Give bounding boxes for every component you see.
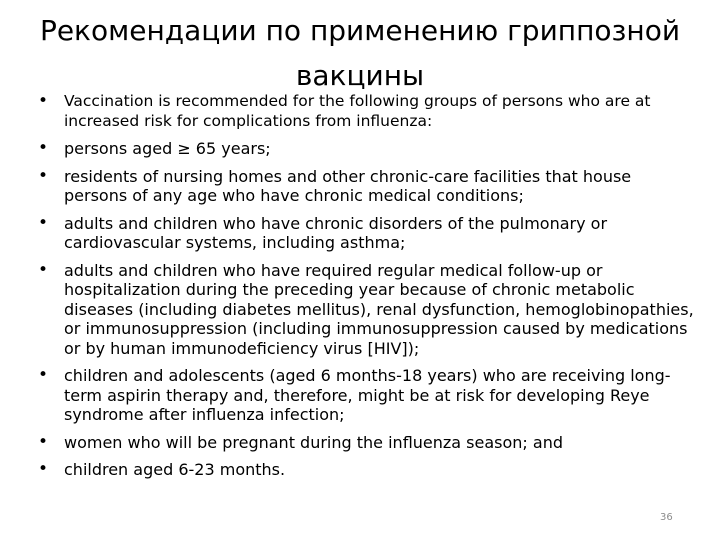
page-number: 36: [660, 512, 673, 523]
bullet-icon: •: [38, 91, 49, 111]
list-item-text: women who will be pregnant during the influenza season; and: [64, 432, 564, 452]
list-item-text: residents of nursing homes and other chronic-care facilities that house persons of any age who have chronic medical conditions;: [64, 166, 632, 205]
bullet-icon: •: [38, 459, 49, 479]
list-item-text: children aged 6-23 months.: [64, 460, 286, 479]
list-item: [36, 92, 698, 131]
list-item: [36, 139, 698, 159]
bullet-icon: •: [38, 365, 49, 385]
list-item-text: adults and children who have chronic disorders of the pulmonary or cardiovascular systems, including asthma;: [64, 213, 608, 252]
list-item: [36, 433, 698, 453]
list-item-text: children and adolescents (aged 6 months-18 years) who are receiving long-term aspirin therapy and, therefore, might be at risk for developing Reye syndrome after influenza infection;: [64, 366, 671, 424]
bullet-icon: •: [38, 431, 49, 452]
list-item: [36, 460, 698, 480]
list-item: [36, 167, 698, 206]
list-item: [36, 261, 698, 359]
bullet-icon: •: [38, 212, 49, 233]
list-item-text: Vaccination is recommended for the following groups of persons who are at increased risk for complications from influenza:: [64, 92, 651, 130]
list-item-text: persons aged ≥ 65 years;: [64, 139, 271, 158]
slide-title: Рекомендации по применению гриппозной вакцины: [39, 14, 681, 92]
list-item: [36, 214, 698, 253]
bullet-icon: •: [38, 165, 49, 186]
list-item: [36, 366, 698, 425]
bullet-icon: •: [38, 138, 49, 158]
bullet-list: [36, 92, 698, 488]
bullet-icon: •: [38, 259, 49, 280]
list-item-text: adults and children who have required regular medical follow-up or hospitalization during the preceding year because of chronic metabolic diseases (including diabetes mellitus), renal dysfunction, hemoglobinopathies, or immunosuppression (including immunosuppression caused by medications or by human immunodeficiency virus [HIV]);: [64, 260, 694, 358]
